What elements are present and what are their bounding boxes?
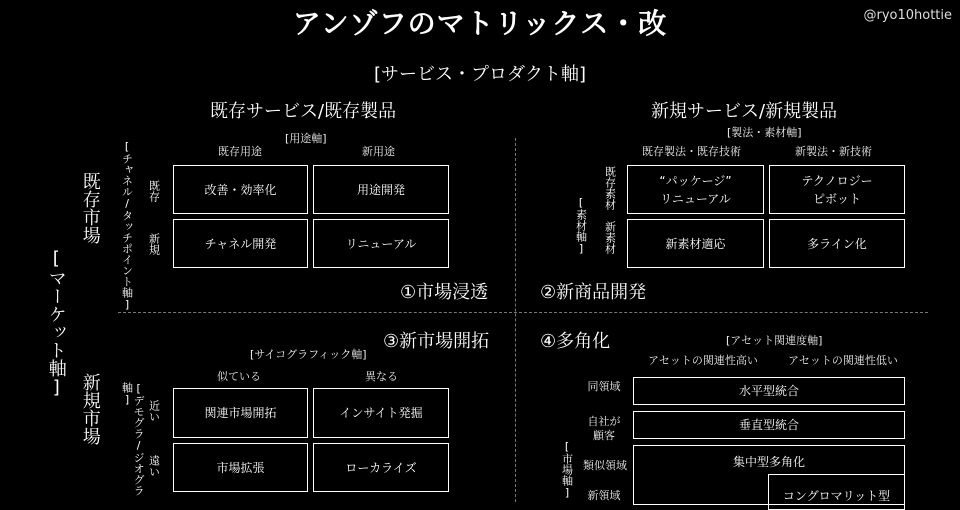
q4-row-header-2: 自社が 顧客 [587,415,621,442]
q4-cell-conglomerate: コングロマリット型 [768,474,905,510]
q2-col-header-2: 新製法・新技術 [795,145,872,158]
q4-cell-concentric-diversification: 集中型多角化 [633,445,905,505]
q2-col-axis: [製法・素材軸] [727,126,802,139]
q4-col-axis: [アセット関連度軸] [726,334,823,347]
q4-row-header-3: 類似領域 [583,459,627,472]
q1-cell-usage-development: 用途開発 [313,165,449,214]
q4-col-header-1: アセットの関連性高い [648,354,758,367]
vertical-divider [515,138,516,502]
q2-label: ②新商品開発 [540,282,647,303]
product-axis-label: [サービス・プロダクト軸] [373,64,587,85]
q1-row-axis: [チャネル/タッチポイント軸] [120,140,134,311]
new-products-heading: 新規サービス/新規製品 [651,101,838,122]
q1-cell-renewal: リニューアル [313,219,449,268]
existing-market-label: 既存市場 [79,172,101,244]
q3-col-header-1: 似ている [217,370,261,383]
q4-row-axis: [市場軸] [560,440,574,499]
q1-col-header-1: 既存用途 [218,145,262,158]
q4-cell-vertical-integration: 垂直型統合 [633,411,905,439]
q2-cell-package-renewal: “パッケージ” リニューアル [627,165,764,214]
q3-cell-market-expansion: 市場拡張 [173,443,308,492]
q1-cell-improvement: 改善・効率化 [173,165,308,214]
existing-products-heading: 既存サービス/既存製品 [210,101,397,122]
q1-label: ①市場浸透 [400,282,489,303]
q2-row-axis: [素材軸] [574,196,588,255]
q2-cell-multi-line: 多ライン化 [769,219,905,268]
new-market-label: 新規市場 [79,373,101,445]
q3-cell-related-market: 関連市場開拓 [173,388,308,438]
page-title: アンゾフのマトリックス・改 [292,7,668,40]
q4-row-header-1: 同領域 [587,380,621,393]
q2-row-header-1: 既存素材 [603,166,617,210]
q3-col-header-2: 異なる [365,370,398,383]
q1-col-axis: [用途軸] [285,132,327,145]
q2-row-header-2: 新素材 [603,221,617,254]
q3-row-header-2: 遠い [147,455,161,477]
q3-col-axis: [サイコグラフィック軸] [250,348,367,361]
q1-row-header-2: 新規 [147,233,161,255]
q3-label: ③新市場開拓 [383,331,490,352]
q4-cell-horizontal-integration: 水平型統合 [633,377,905,405]
q2-col-header-1: 既存製法・既存技術 [642,145,741,158]
author-handle: @ryo10hottie [863,8,952,23]
q3-cell-insight-discovery: インサイト発掘 [313,388,449,438]
horizontal-divider [118,312,928,313]
q2-cell-new-material: 新素材適応 [627,219,764,268]
q4-col-header-2: アセットの関連性低い [788,354,898,367]
q3-row-axis: [デモグラ/ジオグラ軸] [120,382,146,496]
q1-col-header-2: 新用途 [362,145,395,158]
q3-cell-localize: ローカライズ [313,443,449,492]
q3-row-header-1: 近い [147,400,161,422]
q4-row-header-4: 新領域 [587,489,621,502]
q4-label: ④多角化 [540,331,611,352]
market-axis-label: [マーケット軸] [45,248,67,398]
q1-cell-channel-development: チャネル開発 [173,219,308,268]
q2-cell-technology-pivot: テクノロジー ピボット [769,165,905,214]
q1-row-header-1: 既存 [147,180,161,202]
